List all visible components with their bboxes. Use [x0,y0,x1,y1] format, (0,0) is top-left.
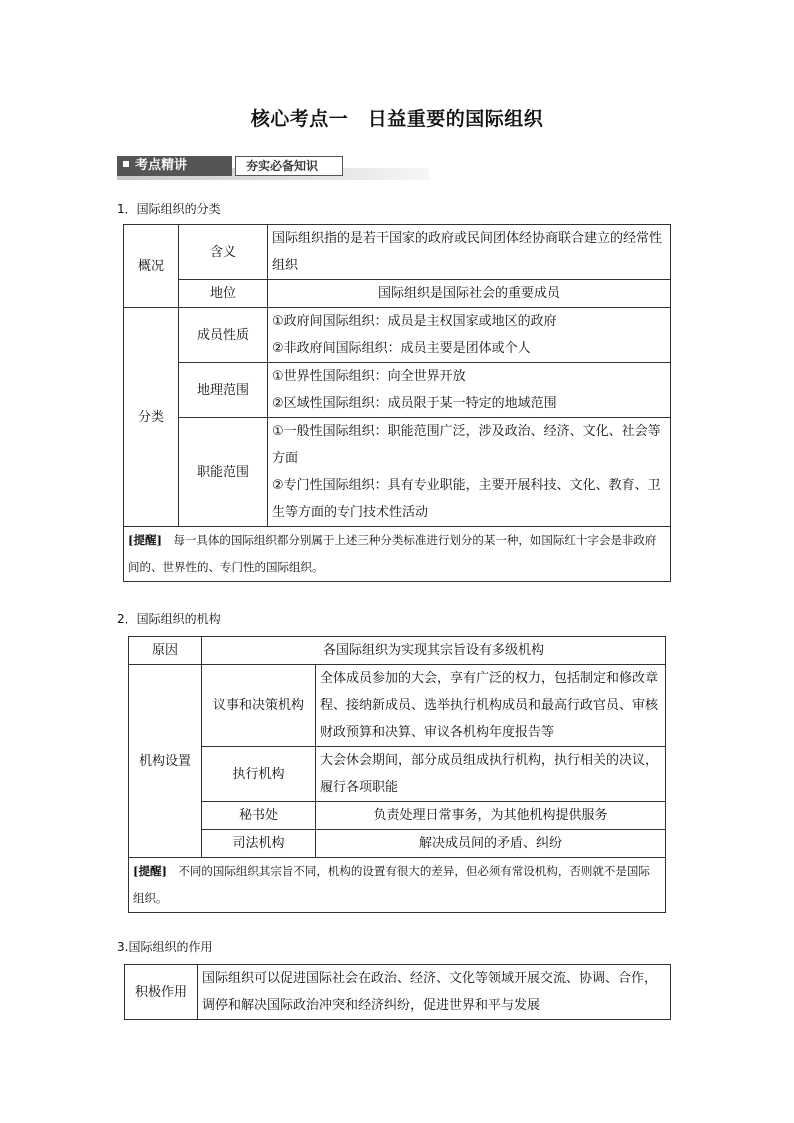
member-nature-label: 成员性质 [179,308,268,363]
reminder-note [124,527,671,582]
list-item: ①政府间国际组织：成员是主权国家或地区的政府 [272,314,557,329]
overview-label: 概况 [124,225,179,308]
list-item: ①一般性国际组织：职能范围广泛，涉及政治、经济、文化、社会等方面 [272,424,661,466]
classification-table [123,224,671,582]
reminder-note [129,858,666,913]
banner-tag-primary-label: 考点精讲 [135,158,188,173]
banner-tag-secondary: 夯实必备知识 [235,156,343,176]
reminder-label: [提醒] [128,533,162,547]
status-text: 国际组织是国际社会的重要成员 [268,280,671,308]
list-item: ②区域性国际组织：成员限于某一特定的地域范围 [272,396,557,411]
square-bullet-icon [123,161,129,167]
positive-role-label: 积极作用 [125,965,198,1020]
reason-label: 原因 [129,637,202,665]
section-banner [117,156,429,180]
meaning-text: 国际组织指的是若干国家的政府或民间团体经协商联合建立的经常性组织 [268,225,671,280]
executive-body-text: 大会休会期间，部分成员组成执行机构，执行相关的决议，履行各项职能 [316,747,666,802]
deliberative-body-label: 议事和决策机构 [202,665,316,747]
judicial-body-text: 解决成员间的矛盾、纠纷 [316,830,666,858]
executive-body-label: 执行机构 [202,747,316,802]
geo-scope-label: 地理范围 [179,363,268,418]
institutions-table [128,636,666,913]
section1-heading: 1．国际组织的分类 [117,202,221,216]
page-title: 核心考点一 日益重要的国际组织 [250,108,544,130]
list-item: ①世界性国际组织：向全世界开放 [272,369,466,384]
function-scope-label: 职能范围 [179,418,268,527]
geo-scope-text [268,363,671,418]
role-table [124,964,671,1020]
banner-tag-primary [117,156,232,176]
judicial-body-label: 司法机构 [202,830,316,858]
positive-role-text: 国际组织可以促进国际社会在政治、经济、文化等领域开展交流、协调、合作，调停和解决国际政治冲突和经济纠纷，促进世界和平与发展 [198,965,671,1020]
secretariat-label: 秘书处 [202,802,316,830]
section2-heading: 2．国际组织的机构 [117,612,221,626]
list-item: ②专门性国际组织：具有专业职能，主要开展科技、文化、教育、卫生等方面的专门技术性活动 [272,478,661,520]
status-label: 地位 [179,280,268,308]
member-nature-text [268,308,671,363]
list-item: ②非政府间国际组织：成员主要是团体或个人 [272,341,531,356]
reminder-text: 每一具体的国际组织都分别属于上述三种分类标准进行划分的某一种，如国际红十字会是非政府间的、世界性的、专门性的国际组织。 [128,533,657,574]
function-scope-text [268,418,671,527]
secretariat-text: 负责处理日常事务，为其他机构提供服务 [316,802,666,830]
meaning-label: 含义 [179,225,268,280]
section3-heading: 3.国际组织的作用 [117,940,213,954]
reminder-label: [提醒] [133,864,167,878]
reminder-text: 不同的国际组织其宗旨不同，机构的设置有很大的差异，但必须有常设机构，否则就不是国际组织。 [133,864,650,905]
setup-label: 机构设置 [129,665,202,858]
reason-text: 各国际组织为实现其宗旨设有多级机构 [202,637,666,665]
classify-label: 分类 [124,308,179,527]
deliberative-body-text: 全体成员参加的大会，享有广泛的权力，包括制定和修改章程、接纳新成员、选举执行机构成员和最高行政官员、审核财政预算和决算、审议各机构年度报告等 [316,665,666,747]
